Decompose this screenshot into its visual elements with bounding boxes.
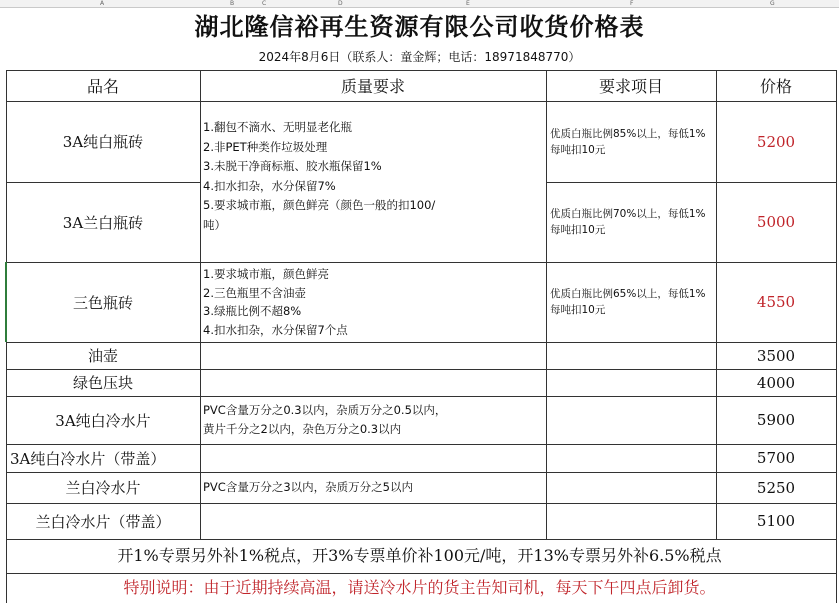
tax-note[interactable]: 开1%专票另外补1%税点，开3%专票单价补100元/吨，开13%专票另外补6.5%税点 xyxy=(117,546,722,565)
sheet-title[interactable]: 湖北隆信裕再生资源有限公司收货价格表 xyxy=(194,12,645,41)
product-blue-white-flake-capped[interactable]: 兰白冷水片（带盖） xyxy=(35,512,171,531)
quality-line: 黄片千分之2以内，杂色万分之0.3以内 xyxy=(203,422,402,436)
quality-requirements-3a-flake[interactable] xyxy=(200,396,546,444)
column-letter-c[interactable]: C xyxy=(262,0,267,7)
quality-line: 1.要求城市瓶，颜色鲜亮 xyxy=(203,267,329,281)
price-green-block[interactable]: 4000 xyxy=(756,373,796,392)
grid-line xyxy=(6,444,836,445)
column-letter-b[interactable]: B xyxy=(230,0,235,7)
contact-subtitle[interactable]: 2024年8月6日（联系人：童金辉；电话：18971848770） xyxy=(258,50,581,64)
grid-line xyxy=(6,472,836,473)
item-requirement-tricolor[interactable]: 优质白瓶比例65%以上，每低1%每吨扣10元 xyxy=(550,288,706,316)
quality-line: 2.非PET种类作垃圾处理 xyxy=(203,139,328,154)
product-oil-pot[interactable]: 油壶 xyxy=(87,347,118,365)
grid-line xyxy=(546,182,836,183)
quality-line: PVC含量万分之0.3以内，杂质万分之0.5以内， xyxy=(203,402,447,417)
price-3a-pure-white-flake[interactable]: 5900 xyxy=(756,411,796,429)
product-tricolor-brick[interactable]: 三色瓶砖 xyxy=(72,293,133,312)
product-3a-pure-white-flake[interactable]: 3A纯白冷水片 xyxy=(55,411,151,430)
quality-requirements-white-bricks[interactable] xyxy=(200,118,546,244)
item-requirement-3a-blue-white[interactable]: 优质白瓶比例70%以上，每低1%每吨扣10元 xyxy=(550,208,706,236)
grid-line xyxy=(200,70,201,539)
selection-marker xyxy=(5,262,7,342)
column-letter-g[interactable]: G xyxy=(770,0,775,7)
product-3a-blue-white-brick[interactable]: 3A兰白瓶砖 xyxy=(62,213,144,232)
product-3a-pure-white-brick[interactable]: 3A纯白瓶砖 xyxy=(62,133,144,151)
grid-line xyxy=(6,342,836,343)
price-3a-blue-white-brick[interactable]: 5000 xyxy=(756,213,796,231)
price-3a-pure-white-flake-capped[interactable]: 5700 xyxy=(756,449,796,467)
column-letter-e[interactable]: E xyxy=(466,0,470,7)
grid-line xyxy=(546,70,547,539)
grid-line xyxy=(836,70,837,603)
grid-line xyxy=(6,369,836,370)
quality-line: 4.扣水扣杂，水分保留7个点 xyxy=(203,322,348,337)
grid-line xyxy=(6,396,836,397)
column-header-bar xyxy=(0,0,839,8)
product-green-block[interactable]: 绿色压块 xyxy=(72,374,133,392)
quality-requirements-blue-flake[interactable]: PVC含量万分之3以内，杂质万分之5以内 xyxy=(203,479,413,494)
header-price[interactable]: 价格 xyxy=(759,77,792,96)
grid-line xyxy=(6,101,836,102)
price-blue-white-flake-capped[interactable]: 5100 xyxy=(756,512,796,530)
column-letter-d[interactable]: D xyxy=(338,0,343,7)
special-note[interactable]: 特别说明：由于近期持续高温，请送冷水片的货主告知司机，每天下午四点后卸货。 xyxy=(123,578,716,597)
price-oil-pot[interactable]: 3500 xyxy=(756,346,796,365)
column-letter-a[interactable]: A xyxy=(100,0,105,7)
header-items[interactable]: 要求项目 xyxy=(598,77,663,96)
quality-line: 4.扣水扣杂，水分保留7% xyxy=(203,178,336,193)
grid-line xyxy=(6,182,200,183)
quality-line: 3.绿瓶比例不超8% xyxy=(203,304,302,318)
grid-line xyxy=(6,70,836,71)
column-letter-f[interactable]: F xyxy=(630,0,634,7)
price-tricolor-brick[interactable]: 4550 xyxy=(756,293,796,311)
price-blue-white-flake[interactable]: 5250 xyxy=(756,478,796,497)
header-quality[interactable]: 质量要求 xyxy=(340,77,405,96)
product-blue-white-flake[interactable]: 兰白冷水片 xyxy=(65,479,141,497)
item-requirement-3a-pure-white[interactable]: 优质白瓶比例85%以上，每低1%每吨扣10元 xyxy=(550,127,706,156)
price-3a-pure-white-brick[interactable]: 5200 xyxy=(756,132,796,151)
quality-line: 2.三色瓶里不含油壶 xyxy=(203,285,306,300)
quality-line: 5.要求城市瓶，颜色鲜亮（颜色一般的扣100/ xyxy=(203,198,436,212)
grid-line xyxy=(6,262,836,263)
quality-line: 1.翻包不滴水、无明显老化瓶 xyxy=(203,120,352,134)
grid-line xyxy=(716,70,717,539)
quality-requirements-tricolor[interactable] xyxy=(200,262,546,342)
product-3a-pure-white-flake-capped[interactable]: 3A纯白冷水片（带盖） xyxy=(10,449,166,468)
grid-line xyxy=(6,503,836,504)
quality-line: 吨） xyxy=(203,217,226,232)
header-product[interactable]: 品名 xyxy=(86,77,119,96)
quality-line: 3.未脱干净商标瓶、胶水瓶保留1% xyxy=(203,159,382,173)
